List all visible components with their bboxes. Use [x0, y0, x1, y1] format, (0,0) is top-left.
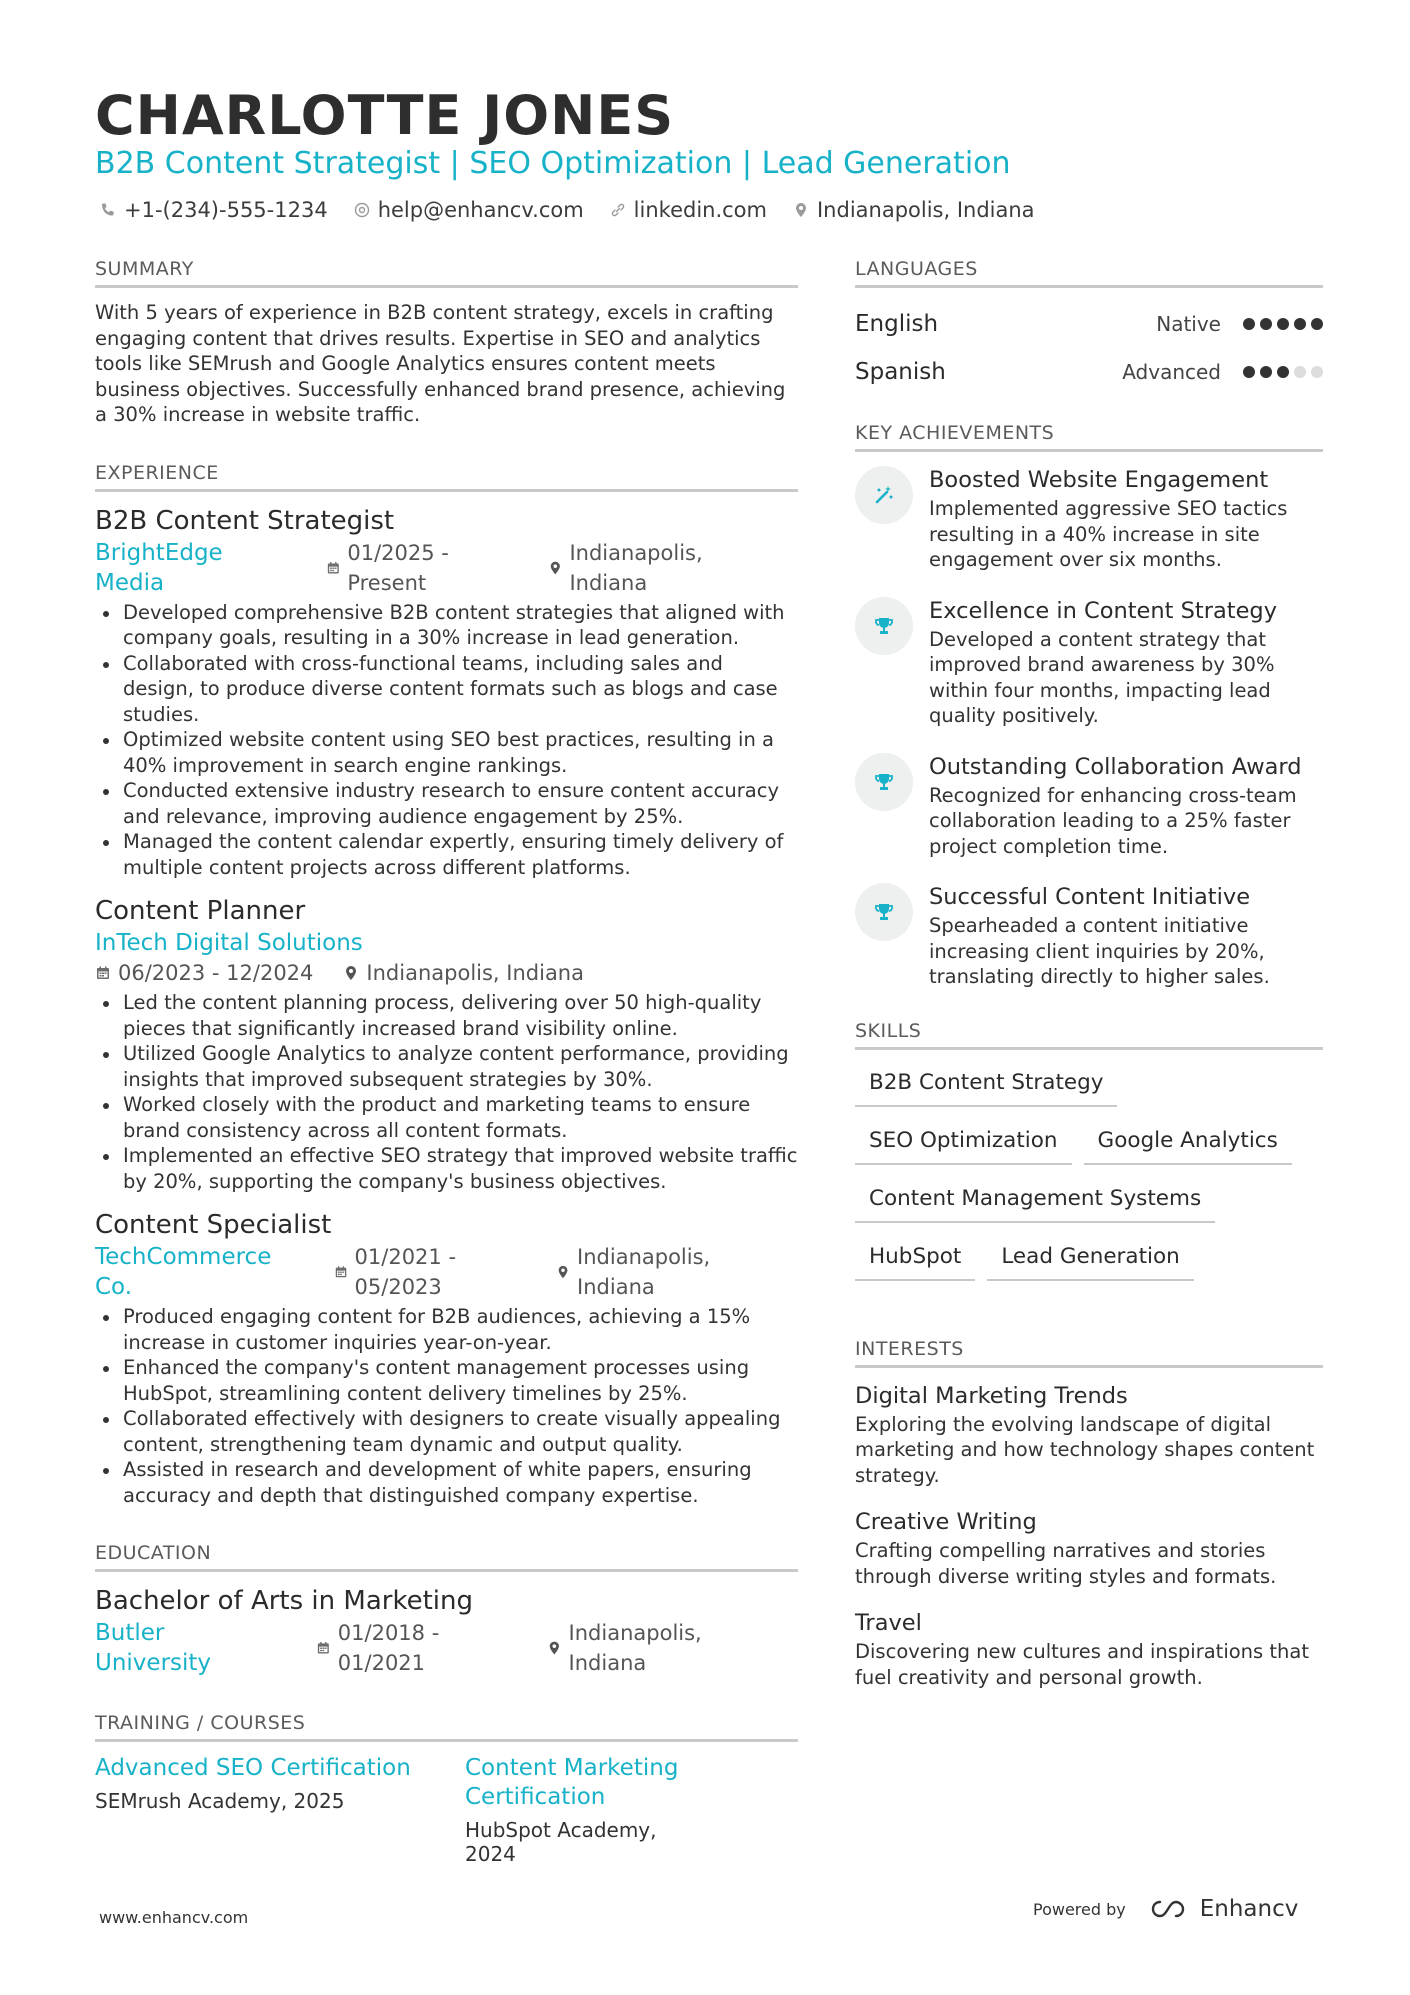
language-name: Spanish: [855, 359, 946, 385]
job-bullets: [95, 1304, 798, 1508]
location-pin-icon: [547, 1640, 562, 1656]
interest-title: Travel: [855, 1610, 922, 1636]
achievement-item: [855, 464, 1323, 573]
achievement-title: Outstanding Collaboration Award: [929, 753, 1302, 780]
dates-text: 01/2021 - 05/2023: [354, 1245, 457, 1299]
education-title: EDUCATION: [95, 1542, 798, 1572]
achievements-title: KEY ACHIEVEMENTS: [855, 422, 1323, 452]
magic-wand-icon: [873, 484, 895, 506]
bullet-item: Conducted extensive industry research to ensure content accuracy and relevance, improving audience engagement by 25%.: [95, 778, 798, 829]
job-dates: [326, 538, 518, 598]
school-name: Butler University: [95, 1620, 212, 1676]
bullet-item: Utilized Google Analytics to analyze content performance, providing insights that improved subsequent strategies by 30%.: [95, 1041, 798, 1092]
skill-tag: SEO Optimization: [855, 1120, 1072, 1165]
bullet-item: Developed comprehensive B2B content strategies that aligned with company goals, resulting in a 30% increase in lead generation.: [95, 600, 798, 651]
rating-dot-filled: [1294, 318, 1306, 330]
footer-website[interactable]: www.enhancv.com: [99, 1908, 249, 1927]
summary-title: SUMMARY: [95, 258, 798, 288]
training-section: [95, 1712, 798, 1866]
job-entry: [95, 504, 798, 881]
job-title: Content Planner: [95, 896, 306, 926]
bullet-item: Optimized website content using SEO best practices, resulting in a 40% improvement in search engine rankings.: [95, 727, 798, 778]
company-name: InTech Digital Solutions: [95, 930, 363, 956]
interest-desc: Exploring the evolving landscape of digital marketing and how technology shapes content strategy.: [855, 1412, 1315, 1487]
phone-text: +1-(234)-555-1234: [124, 198, 328, 222]
calendar-icon: [334, 1264, 348, 1280]
email-text: help@enhancv.com: [377, 198, 584, 222]
contact-linkedin[interactable]: [610, 198, 767, 222]
powered-by-text: Powered by: [1033, 1899, 1126, 1919]
rating-dot-filled: [1277, 366, 1289, 378]
achievement-desc: Developed a content strategy that improved brand awareness by 30% within four months, impacting lead quality positively.: [929, 627, 1275, 727]
achievement-icon-badge: [855, 466, 913, 524]
bullet-item: Collaborated with cross-functional teams, including sales and design, to produce diverse content formats such as blogs and case studies.: [95, 651, 798, 728]
calendar-icon: [326, 560, 341, 576]
interest-desc: Discovering new cultures and inspirations that fuel creativity and personal growth.: [855, 1640, 1309, 1689]
phone-icon: [100, 202, 116, 218]
achievement-item: [855, 751, 1323, 860]
degree-title: Bachelor of Arts in Marketing: [95, 1586, 473, 1616]
course-name: Advanced SEO Certification: [95, 1755, 411, 1781]
experience-title: EXPERIENCE: [95, 462, 798, 492]
skills-title: SKILLS: [855, 1020, 1323, 1050]
rating-dot-filled: [1311, 318, 1323, 330]
location-pin-icon: [548, 560, 563, 576]
contact-email[interactable]: [354, 198, 584, 222]
contact-phone: [100, 198, 328, 222]
bullet-item: Enhanced the company's content management processes using HubSpot, streamlining content delivery timelines by 25%.: [95, 1355, 798, 1406]
link-icon: [610, 202, 626, 218]
headline: B2B Content Strategist | SEO Optimization | Lead Generation: [95, 146, 1011, 181]
skill-tag: HubSpot: [855, 1236, 975, 1281]
left-column: [95, 258, 798, 1866]
bullet-item: Worked closely with the product and marketing teams to ensure brand consistency across all content formats.: [95, 1092, 798, 1143]
contact-location: [793, 198, 1035, 222]
location-pin-icon: [556, 1264, 570, 1280]
skill-tag: Google Analytics: [1084, 1120, 1292, 1165]
bullet-item: Assisted in research and development of white papers, ensuring accuracy and depth that distinguished company expertise.: [95, 1457, 798, 1508]
training-title: TRAINING / COURSES: [95, 1712, 798, 1742]
right-column: [855, 258, 1323, 1708]
location-text: Indianapolis, Indiana: [816, 198, 1035, 222]
job-dates: [95, 958, 313, 988]
summary-text: With 5 years of experience in B2B content strategy, excels in crafting engaging content that drives results. Expertise in SEO and analytics tools like SEMrush and Google Analytics ensures content meets business objectives. Successfully enhanced brand presence, achieving a 30% increase in website traffic.: [95, 301, 786, 426]
job-location: [548, 538, 768, 598]
language-proficiency: [1122, 360, 1323, 384]
linkedin-text: linkedin.com: [633, 198, 767, 222]
skill-tag: Content Management Systems: [855, 1178, 1215, 1223]
interest-item: [855, 1506, 1323, 1589]
bullet-item: Collaborated effectively with designers to create visually appealing content, strengthening team dynamic and output quality.: [95, 1406, 798, 1457]
rating-dots: [1243, 318, 1323, 330]
calendar-icon: [95, 965, 111, 981]
job-meta: [95, 538, 798, 598]
interest-item: [855, 1380, 1323, 1489]
language-item: [855, 300, 1323, 348]
achievement-title: Excellence in Content Strategy: [929, 597, 1278, 624]
rating-dot-empty: [1294, 366, 1306, 378]
course-provider: HubSpot Academy, 2024: [465, 1818, 657, 1866]
language-item: [855, 348, 1323, 396]
job-location: [556, 1242, 768, 1302]
skill-tag: Lead Generation: [987, 1236, 1193, 1281]
job-bullets: [95, 990, 798, 1194]
trophy-icon: [873, 615, 895, 637]
bullet-item: Implemented an effective SEO strategy that improved website traffic by 20%, supporting the company's business objectives.: [95, 1143, 798, 1194]
course-name: Content Marketing Certification: [465, 1755, 679, 1810]
location-pin-icon: [793, 202, 809, 218]
bullet-item: Produced engaging content for B2B audiences, achieving a 15% increase in customer inquiries year-on-year.: [95, 1304, 798, 1355]
job-title: Content Specialist: [95, 1210, 332, 1240]
brand-name: Enhancv: [1199, 1896, 1299, 1922]
rating-dot-empty: [1311, 366, 1323, 378]
dates-text: 01/2025 - Present: [347, 540, 449, 595]
education-location: [547, 1618, 768, 1678]
course-item: [95, 1754, 465, 1866]
job-location: [343, 958, 584, 988]
dates-text: 01/2018 - 01/2021: [337, 1621, 440, 1675]
achievement-icon-badge: [855, 753, 913, 811]
language-proficiency: [1156, 312, 1323, 336]
job-entry: [95, 1208, 798, 1508]
achievement-title: Boosted Website Engagement: [929, 467, 1269, 493]
achievement-desc: Spearheaded a content initiative increasing client inquiries by 20%, translating directly to higher sales.: [929, 914, 1270, 988]
location-pin-icon: [343, 965, 359, 981]
location-text: Indianapolis, Indiana: [366, 961, 584, 985]
achievement-icon-badge: [855, 883, 913, 941]
languages-section: [855, 258, 1323, 396]
achievement-item: [855, 595, 1323, 729]
interest-title: Digital Marketing Trends: [855, 1382, 1128, 1409]
job-title: B2B Content Strategist: [95, 505, 395, 536]
contact-bar: [100, 198, 1035, 222]
language-level: Advanced: [1122, 360, 1221, 384]
education-section: [95, 1542, 798, 1678]
achievement-desc: Implemented aggressive SEO tactics resulting in a 40% increase in site engagement over six months.: [929, 497, 1288, 571]
footer-branding: [1033, 1896, 1298, 1922]
trophy-icon: [873, 771, 895, 793]
achievement-item: [855, 881, 1323, 990]
skill-tag: B2B Content Strategy: [855, 1062, 1117, 1107]
achievement-desc: Recognized for enhancing cross-team collaboration leading to a 25% faster project completion time.: [929, 783, 1297, 858]
job-meta-row: [95, 958, 798, 988]
course-item: [465, 1754, 705, 1866]
job-bullets: [95, 600, 798, 881]
job-dates: [334, 1242, 526, 1302]
education-meta: [95, 1618, 798, 1678]
dates-text: 06/2023 - 12/2024: [118, 961, 314, 985]
education-dates: [316, 1618, 517, 1678]
summary-section: [95, 258, 798, 428]
location-text: Indianapolis, Indiana: [577, 1245, 711, 1299]
rating-dot-filled: [1260, 366, 1272, 378]
rating-dot-filled: [1243, 318, 1255, 330]
experience-section: [95, 462, 798, 1509]
company-name: TechCommerce Co.: [95, 1244, 272, 1300]
achievement-title: Successful Content Initiative: [929, 884, 1251, 910]
course-provider: SEMrush Academy, 2025: [95, 1789, 345, 1813]
interest-item: [855, 1607, 1323, 1690]
skills-section: [855, 1020, 1323, 1294]
rating-dots: [1243, 366, 1323, 378]
location-text: Indianapolis, Indiana: [568, 1621, 702, 1675]
interest-desc: Crafting compelling narratives and stories through diverse writing styles and formats.: [855, 1539, 1277, 1588]
rating-dot-filled: [1277, 318, 1289, 330]
course-list: [95, 1754, 798, 1866]
trophy-icon: [873, 901, 895, 923]
interests-title: INTERESTS: [855, 1338, 1323, 1368]
languages-title: LANGUAGES: [855, 258, 1323, 288]
interests-section: [855, 1338, 1323, 1691]
interest-title: Creative Writing: [855, 1509, 1037, 1535]
bullet-item: Managed the content calendar expertly, ensuring timely delivery of multiple content projects across different platforms.: [95, 829, 798, 880]
at-icon: [354, 202, 370, 218]
job-entry: [95, 894, 798, 1194]
job-meta: [95, 928, 798, 958]
rating-dot-filled: [1260, 318, 1272, 330]
rating-dot-filled: [1243, 366, 1255, 378]
achievement-icon-badge: [855, 597, 913, 655]
company-name: BrightEdge Media: [95, 539, 223, 596]
location-text: Indianapolis, Indiana: [569, 540, 703, 595]
skill-list: [855, 1062, 1323, 1294]
calendar-icon: [316, 1640, 331, 1656]
enhancv-logo-icon: [1148, 1897, 1194, 1921]
achievements-section: [855, 422, 1323, 990]
candidate-name: CHARLOTTE JONES: [95, 84, 675, 147]
brand-logo[interactable]: [1148, 1896, 1299, 1922]
bullet-item: Led the content planning process, delivering over 50 high-quality pieces that significantly increased brand visibility online.: [95, 990, 798, 1041]
language-name: English: [855, 311, 939, 337]
job-meta: [95, 1242, 798, 1302]
language-level: Native: [1156, 312, 1221, 336]
